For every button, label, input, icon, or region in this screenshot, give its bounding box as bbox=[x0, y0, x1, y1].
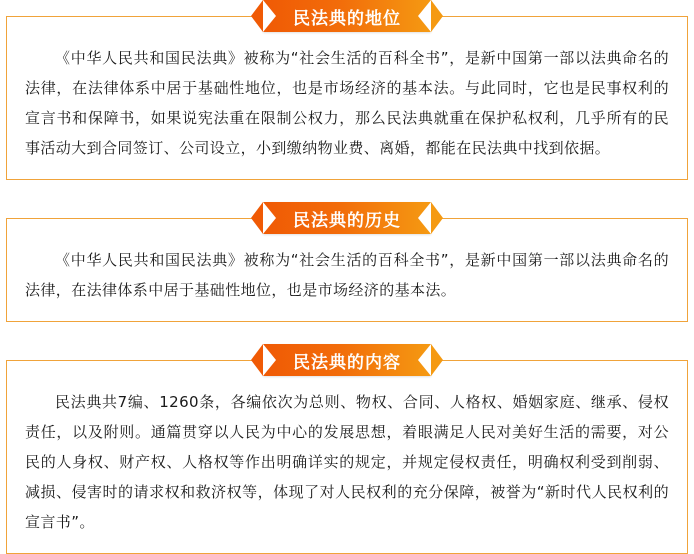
section-content bbox=[6, 344, 688, 554]
section-body-box bbox=[6, 360, 688, 554]
section-title-banner bbox=[263, 202, 431, 234]
section-title-banner-wrap bbox=[6, 344, 688, 376]
section-title-text: 民法典的历史 bbox=[293, 210, 401, 230]
section-history bbox=[6, 202, 688, 322]
section-body-text: 《中华人民共和国民法典》被称为“社会生活的百科全书”，是新中国第一部以法典命名的法律，在法律体系中居于基础性地位，也是市场经济的基本法。与此同时，它也是民事权利的宣言书和保障书，如果说宪法重在限制公权力，那么民法典就重在保护私权利，几乎所有的民事活动大到合同签订、公司设立，小到缴纳物业费、离婚，都能在民法典中找到依据。 bbox=[25, 49, 669, 157]
section-body-box bbox=[6, 16, 688, 180]
section-title-text: 民法典的内容 bbox=[293, 352, 401, 372]
banner-right-notch-icon bbox=[418, 344, 431, 376]
banner-right-notch-icon bbox=[418, 202, 431, 234]
section-title-banner-wrap bbox=[6, 0, 688, 32]
section-body-text: 《中华人民共和国民法典》被称为“社会生活的百科全书”，是新中国第一部以法典命名的法律，在法律体系中居于基础性地位，也是市场经济的基本法。 bbox=[25, 251, 669, 299]
banner-right-notch-icon bbox=[418, 0, 431, 32]
section-title-banner bbox=[263, 344, 431, 376]
section-title-text: 民法典的地位 bbox=[293, 8, 401, 28]
section-title-banner-wrap bbox=[6, 202, 688, 234]
banner-left-notch-icon bbox=[263, 0, 276, 32]
banner-left-notch-icon bbox=[263, 202, 276, 234]
section-title-banner bbox=[263, 0, 431, 32]
section-status bbox=[6, 0, 688, 180]
section-body-text: 民法典共7编、1260条，各编依次为总则、物权、合同、人格权、婚姻家庭、继承、侵权责任，以及附则。通篇贯穿以人民为中心的发展思想，着眼满足人民对美好生活的需要，对公民的人身权、财产权、人格权等作出明确详实的规定，并规定侵权责任，明确权利受到削弱、减损、侵害时的请求权和救济权等，体现了对人民权利的充分保障，被誉为“新时代人民权利的宣言书”。 bbox=[25, 393, 669, 531]
banner-left-notch-icon bbox=[263, 344, 276, 376]
